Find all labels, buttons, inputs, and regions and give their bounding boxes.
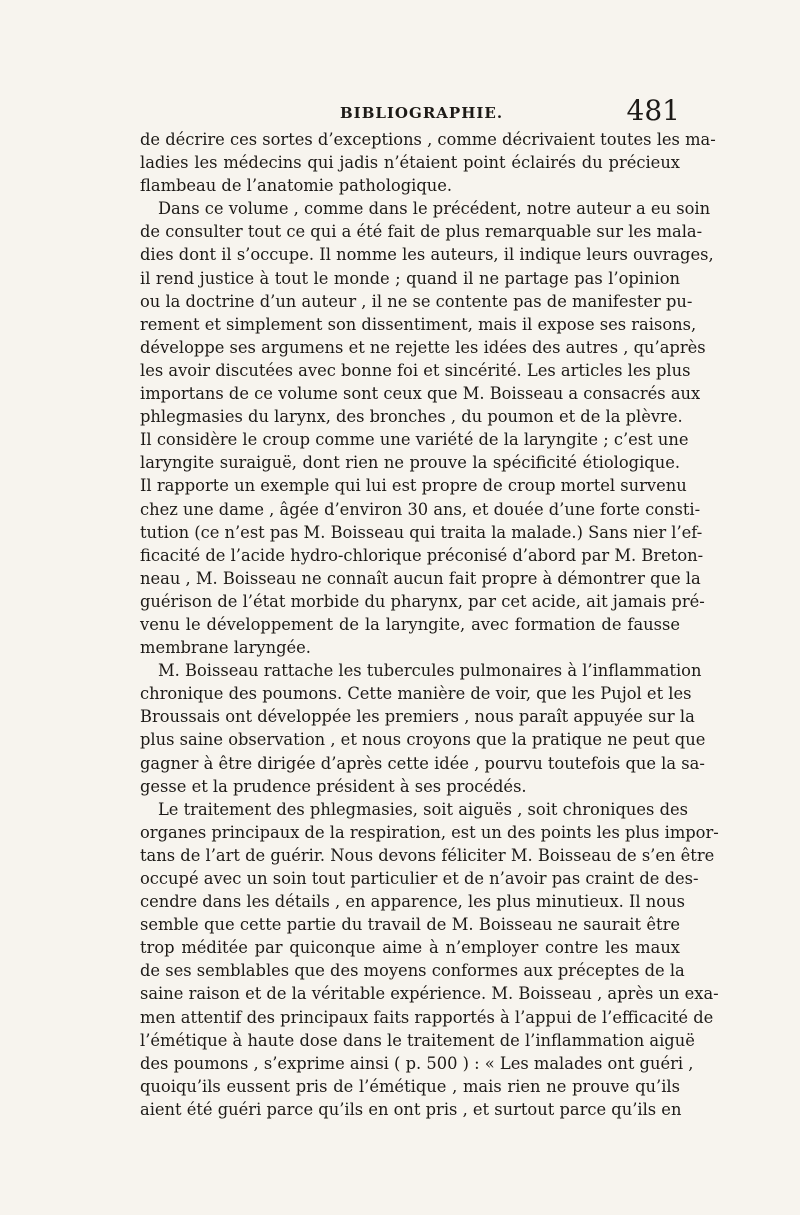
- text-line: membrane laryngée.: [140, 638, 311, 658]
- text-line: guérison de l’état morbide du pharynx, par cet acide, ait jamais pré-: [140, 591, 705, 611]
- text-line: l’émétique à haute dose dans le traitement de l’inflammation aiguë: [140, 1030, 695, 1050]
- text-line: rement et simplement son dissentiment, mais il expose ses raisons,: [140, 314, 697, 334]
- text-line: de consulter tout ce qui a été fait de plus remarquable sur les mala-: [140, 222, 703, 242]
- text-line: développe ses argumens et ne rejette les idées des autres , qu’après: [140, 337, 706, 357]
- text-line: de ses semblables que des moyens conformes aux préceptes de la: [140, 961, 685, 981]
- text-line: les avoir discutées avec bonne foi et sincérité. Les articles les plus: [140, 360, 691, 380]
- text-line: venu le développement de la laryngite, avec formation de fausse: [140, 614, 680, 634]
- text-line: organes principaux de la respiration, est un des points les plus impor-: [140, 822, 719, 842]
- text-line: ficacité de l’acide hydro-chlorique préconisé d’abord par M. Breton-: [140, 545, 704, 565]
- text-line: importans de ce volume sont ceux que M. Boisseau a consacrés aux: [140, 384, 701, 404]
- text-line: neau , M. Boisseau ne connaît aucun fait propre à démontrer que la: [140, 568, 701, 588]
- text-line: des poumons , s’exprime ainsi ( p. 500 ) : « Les malades ont guéri ,: [140, 1053, 694, 1073]
- text-line: occupé avec un soin tout particulier et de n’avoir pas craint de des-: [140, 869, 699, 888]
- text-line: Le traitement des phlegmasies, soit aiguës , soit chroniques des: [158, 799, 688, 819]
- text-line: gesse et la prudence président à ses procédés.: [140, 776, 527, 796]
- running-head: BIBLIOGRAPHIE.: [340, 104, 504, 122]
- text-line: trop méditée par quiconque aime à n’employer contre les maux: [140, 938, 680, 958]
- text-line: tans de l’art de guérir. Nous devons féliciter M. Boisseau de s’en être: [140, 845, 715, 865]
- body-text: [140, 128, 719, 1121]
- text-line: de décrire ces sortes d’exceptions , comme décrivaient toutes les ma-: [140, 130, 716, 149]
- text-line: M. Boisseau rattache les tubercules pulmonaires à l’inflammation: [158, 661, 702, 681]
- text-line: tution (ce n’est pas M. Boisseau qui traita la malade.) Sans nier l’ef-: [140, 522, 703, 542]
- text-line: quoiqu’ils eussent pris de l’émétique , mais rien ne prouve qu’ils: [140, 1076, 680, 1096]
- text-line: men attentif des principaux faits rapportés à l’appui de l’efficacité de: [140, 1007, 714, 1027]
- text-line: ou la doctrine d’un auteur , il ne se contente pas de manifester pu-: [140, 291, 693, 311]
- text-line: Il rapporte un exemple qui lui est propre de croup mortel survenu: [140, 476, 687, 496]
- text-line: ladies les médecins qui jadis n’étaient point éclairés du précieux: [140, 153, 680, 173]
- page-number: 481: [626, 94, 680, 127]
- text-line: saine raison et de la véritable expérience. M. Boisseau , après un exa-: [140, 984, 719, 1004]
- text-line: dies dont il s’occupe. Il nomme les auteurs, il indique leurs ouvrages,: [140, 245, 714, 265]
- text-line: Dans ce volume , comme dans le précédent, notre auteur a eu soin: [158, 199, 711, 219]
- text-line: il rend justice à tout le monde ; quand il ne partage pas l’opinion: [140, 268, 680, 288]
- text-line: aient été guéri parce qu’ils en ont pris , et surtout parce qu’ils en: [140, 1099, 682, 1119]
- text-line: chez une dame , âgée d’environ 30 ans, et douée d’une forte consti-: [140, 499, 701, 519]
- text-line: semble que cette partie du travail de M. Boisseau ne saurait être: [140, 915, 680, 935]
- text-line: laryngite suraiguë, dont rien ne prouve la spécificité étiologique.: [140, 453, 680, 473]
- text-line: flambeau de l’anatomie pathologique.: [140, 176, 453, 196]
- text-line: gagner à être dirigée d’après cette idée , pourvu toutefois que la sa-: [140, 753, 705, 773]
- text-line: Broussais ont développée les premiers , nous paraît appuyée sur la: [140, 707, 695, 727]
- text-line: plus saine observation , et nous croyons que la pratique ne peut que: [140, 730, 706, 750]
- page-header: [140, 94, 680, 128]
- text-line: cendre dans les détails , en apparence, les plus minutieux. Il nous: [140, 892, 685, 912]
- text-line: chronique des poumons. Cette manière de voir, que les Pujol et les: [140, 684, 692, 704]
- text-line: phlegmasies du larynx, des bronches , du poumon et de la plèvre.: [140, 407, 683, 427]
- text-line: Il considère le croup comme une variété de la laryngite ; c’est une: [140, 430, 689, 450]
